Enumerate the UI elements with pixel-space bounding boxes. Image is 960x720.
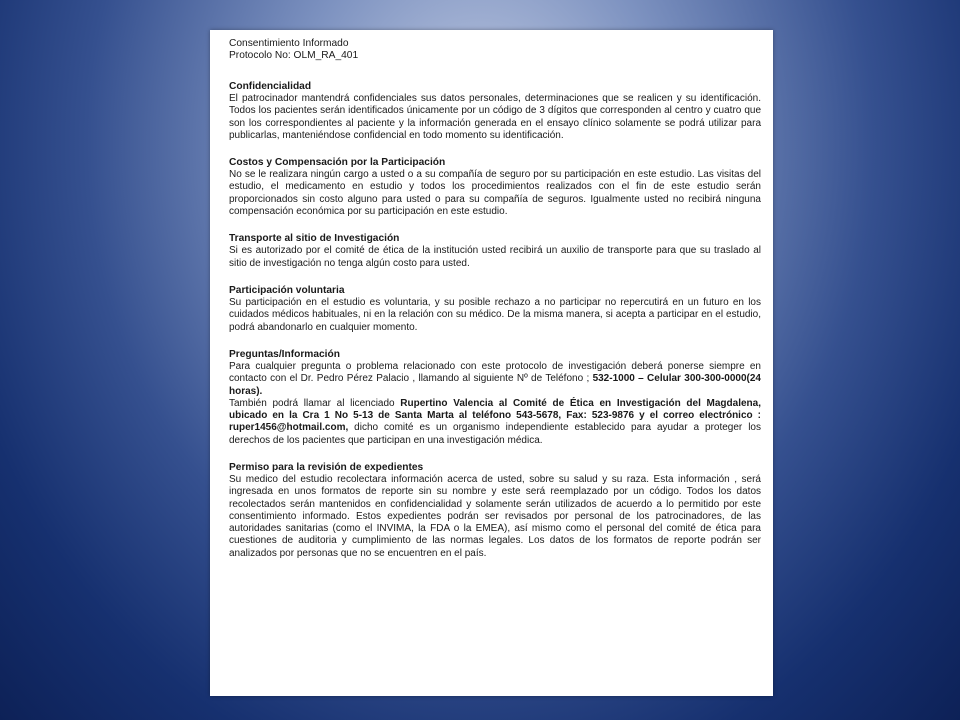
protocol-number: Protocolo No: OLM_RA_401	[229, 50, 359, 62]
section-permiso	[229, 462, 761, 560]
committee-contact: Rupertino Valencia al Comité de Ética en Investigación del Magdalena, ubicado en la Cra 1 No 5-13 de Santa Marta al teléfono 543-5678, Fax: 523-9876 y el correo electrónico : ruper1456@hotmail.com,	[229, 397, 761, 434]
section-transporte	[229, 233, 761, 270]
section-title: Confidencialidad	[229, 80, 312, 92]
committee-description: dicho comité es un organismo independiente establecido para ayudar a proteger los derechos de los pacientes que participan en una investigación médica.	[229, 422, 761, 446]
section-text: El patrocinador mantendrá confidenciales sus datos personales, determinaciones que se realicen y su identificación. Todos los pacientes serán identificados únicamente por un código de 3 dígitos que corresponden al centro y cuatro que son los correspondientes al paciente y la información generada en el ensayo clínico solamente se podrá utilizar para publicarlas, manteniéndose confidencial en todo momento su identificación.	[229, 93, 761, 141]
contact-phones: 532-1000 – Celular 300-300-0000(24 horas).	[229, 373, 761, 397]
section-text: Su participación en el estudio es voluntaria, y su posible rechazo a no participar no repercutirá en un futuro en los cuidados médicos habituales, ni en la relación con su médico. De la misma manera, si acepta a participar en el estudio, podrá abandonarlo en cualquier momento.	[229, 297, 761, 333]
section-title: Permiso para la revisión de expedientes	[229, 461, 424, 473]
contact-text: Para cualquier pregunta o problema relacionado con este protocolo de investigación deberá ponerse siempre en contacto con el Dr. Pedro Pérez Palacio , llamando al siguiente Nº de Teléfono ;	[229, 361, 761, 385]
section-text: No se le realizara ningún cargo a usted o a su compañía de seguro por su participación en este estudio. Las visitas del estudio, el medicamento en estudio y todos los procedimientos realizados con el fin de este estudio serán proporcionados sin costo alguno para usted o para su compañía de seguros. Igualmente usted no recibirá ninguna compensación económica por su participación en este estudio.	[229, 169, 761, 217]
section-text: Su medico del estudio recolectara información acerca de usted, sobre su salud y su raza. Esta información , será ingresada en unos formatos de reporte sin su nombre y este será reemplazado por un código. Todos los datos recolectados serán mantenidos en confidencialidad y solamente serán utilizados de acuerdo a lo permitido por este consentimiento informado. Estos expedientes podrán ser revisados por personal de los patrocinadores, de las autoridades sanitarias (como el INVIMA, la FDA o la EMEA), así mismo como el personal del comité de ética para cuestiones de auditoria y cumplimiento de las normas legales. Los datos de los formatos de reporte podrán ser analizados por personas que no se encuentren en el país.	[229, 474, 761, 559]
section-confidencialidad	[229, 81, 761, 142]
document-header	[229, 38, 761, 63]
document-title: Consentimiento Informado	[229, 38, 349, 49]
section-text	[229, 361, 761, 447]
document-page	[210, 30, 773, 696]
section-title: Transporte al sitio de Investigación	[229, 233, 400, 245]
section-preguntas	[229, 349, 761, 447]
section-title: Costos y Compensación por la Participación	[229, 157, 446, 169]
section-title: Preguntas/Información	[229, 348, 340, 360]
section-participacion	[229, 285, 761, 334]
section-text: Si es autorizado por el comité de ética de la institución usted recibirá un auxilio de transporte para que su traslado al sitio de investigación no tenga algún costo para usted.	[229, 245, 761, 269]
section-title: Participación voluntaria	[229, 284, 345, 296]
committee-intro: También podrá llamar al licenciado	[229, 397, 401, 409]
section-costos	[229, 157, 761, 218]
